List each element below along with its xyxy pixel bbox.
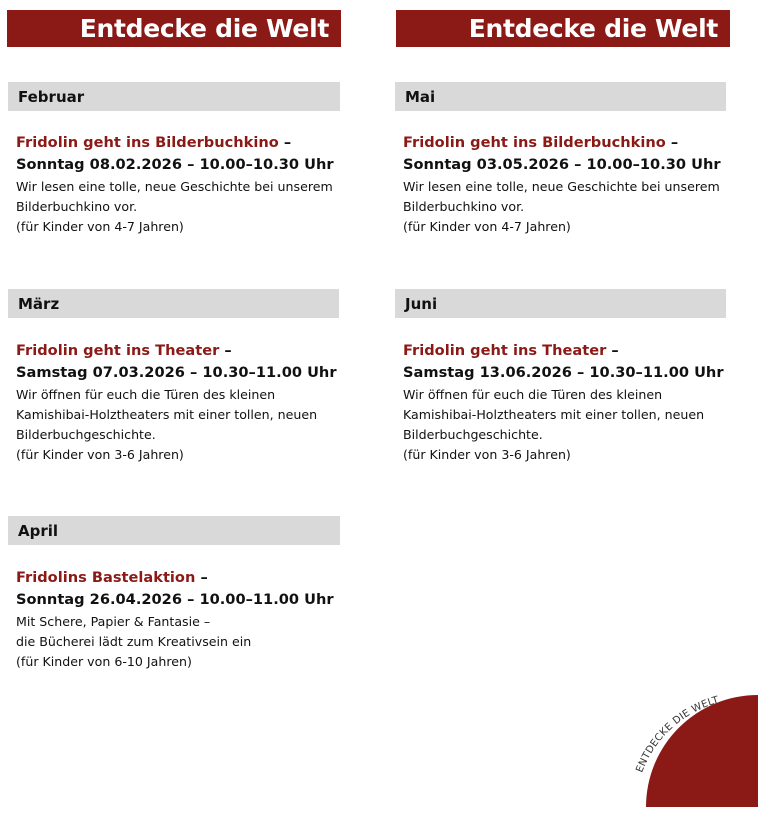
event-title xyxy=(16,132,334,154)
corner-logo xyxy=(628,687,758,807)
desc-line: (für Kinder von 4-7 Jahren) xyxy=(403,219,571,234)
desc-line: Bilderbuchgeschichte. xyxy=(403,427,543,442)
month-bar-februar xyxy=(8,82,340,111)
event-title xyxy=(403,340,724,362)
desc-line: die Bücherei lädt zum Kreativsein ein xyxy=(16,634,252,649)
event-title-text: Fridolins Bastelaktion xyxy=(16,569,196,586)
event-title-dash: – xyxy=(606,342,619,359)
event-title-dash: – xyxy=(278,134,292,151)
event-title-text: Fridolin geht ins Theater xyxy=(403,342,607,359)
event-date: Samstag 07.03.2026 – 10.30–11.00 Uhr xyxy=(16,364,337,381)
desc-line: Kamishibai-Holztheaters mit einer tollen, neuen xyxy=(403,407,705,422)
desc-line: Wir lesen eine tolle, neue Geschichte bei unserem xyxy=(403,179,720,194)
desc-line: Bilderbuchgeschichte. xyxy=(16,427,156,442)
desc-line: (für Kinder von 3-6 Jahren) xyxy=(403,447,571,462)
event-description xyxy=(16,612,334,672)
banner-right xyxy=(396,10,730,47)
event-mai xyxy=(403,132,721,237)
desc-line: Wir öffnen für euch die Türen des kleinen xyxy=(403,387,663,402)
desc-line: Mit Schere, Papier & Fantasie – xyxy=(16,614,211,629)
desc-line: Bilderbuchkino vor. xyxy=(403,199,525,214)
event-title xyxy=(16,567,334,589)
month-label: Juni xyxy=(405,294,438,313)
event-date: Sonntag 08.02.2026 – 10.00–10.30 Uhr xyxy=(16,156,334,173)
desc-line: (für Kinder von 3-6 Jahren) xyxy=(16,447,184,462)
month-bar-april xyxy=(8,516,340,545)
desc-line: Wir öffnen für euch die Türen des kleinen xyxy=(16,387,276,402)
event-description xyxy=(403,177,721,237)
desc-line: (für Kinder von 6-10 Jahren) xyxy=(16,654,192,669)
event-date: Samstag 13.06.2026 – 10.30–11.00 Uhr xyxy=(403,364,724,381)
event-juni xyxy=(403,340,724,465)
event-maerz xyxy=(16,340,337,465)
desc-line: Wir lesen eine tolle, neue Geschichte bei unserem xyxy=(16,179,333,194)
event-description xyxy=(16,177,334,237)
month-label: Mai xyxy=(405,87,436,106)
banner-title: Entdecke die Welt xyxy=(468,14,718,43)
corner-logo-text: ENTDECKE DIE WELT xyxy=(634,694,721,775)
month-label: Februar xyxy=(18,87,85,106)
month-bar-maerz xyxy=(8,289,339,318)
event-title xyxy=(16,340,337,362)
event-title-dash: – xyxy=(219,342,232,359)
event-februar xyxy=(16,132,334,237)
event-title-text: Fridolin geht ins Theater xyxy=(16,342,220,359)
event-title-text: Fridolin geht ins Bilderbuchkino xyxy=(403,134,666,151)
event-title-dash: – xyxy=(665,134,679,151)
event-title xyxy=(403,132,721,154)
event-april xyxy=(16,567,334,672)
event-title-dash: – xyxy=(195,569,208,586)
event-date: Sonntag 03.05.2026 – 10.00–10.30 Uhr xyxy=(403,156,721,173)
banner-title: Entdecke die Welt xyxy=(79,14,329,43)
month-bar-juni xyxy=(395,289,726,318)
month-label: April xyxy=(18,521,59,540)
month-label: März xyxy=(18,294,60,313)
event-title-text: Fridolin geht ins Bilderbuchkino xyxy=(16,134,279,151)
desc-line: Kamishibai-Holztheaters mit einer tollen, neuen xyxy=(16,407,318,422)
event-description xyxy=(403,385,724,465)
desc-line: (für Kinder von 4-7 Jahren) xyxy=(16,219,184,234)
event-description xyxy=(16,385,337,465)
desc-line: Bilderbuchkino vor. xyxy=(16,199,138,214)
month-bar-mai xyxy=(395,82,726,111)
event-date: Sonntag 26.04.2026 – 10.00–11.00 Uhr xyxy=(16,591,334,608)
banner-left xyxy=(7,10,341,47)
